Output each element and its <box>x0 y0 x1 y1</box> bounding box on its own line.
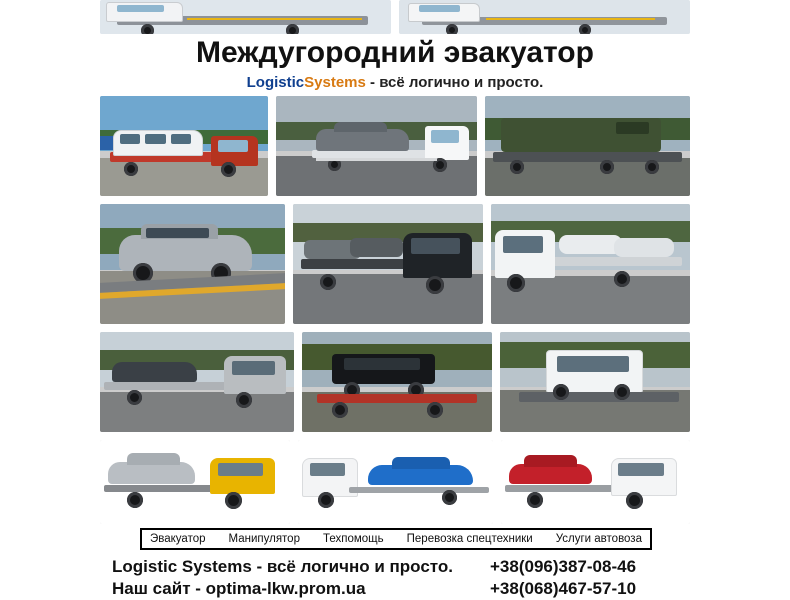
tag-item-tehpomosch: Техпомощь <box>322 533 384 545</box>
contact-block-right <box>490 556 790 600</box>
services-tag-bar <box>140 528 652 550</box>
contact-phone-1[interactable]: +38(096)387-08-46 <box>490 557 637 576</box>
photo-grey-hatchback-on-white-tow-truck <box>276 96 477 196</box>
page-title: Междугородний эвакуатор <box>196 36 594 69</box>
brand-tagline <box>0 74 790 91</box>
contact-block-left <box>112 556 512 600</box>
photo-white-minibus-on-red-tow-truck <box>100 96 268 196</box>
gallery-grid <box>100 96 690 532</box>
photo-blue-coupe-on-white-truck <box>298 440 493 524</box>
tag-item-manipulyator: Манипулятор <box>228 533 300 545</box>
contact-website[interactable]: Наш сайт - optima-lkw.prom.ua <box>112 579 366 598</box>
photo-dark-sedan-on-grey-truck <box>100 332 294 432</box>
tag-item-perevozka-spectehniki: Перевозка спецтехники <box>406 533 533 545</box>
photo-white-car-carrier-two-cars <box>491 204 690 324</box>
contact-phone-2[interactable]: +38(068)467-57-10 <box>490 579 637 598</box>
tag-item-uslugi-avtovoza: Услуги автовоза <box>555 533 642 545</box>
brand-systems: Systems <box>304 74 366 91</box>
brand-logistic: Logistic <box>246 74 305 91</box>
photo-white-gwagen-rear-on-flatbed <box>500 332 690 432</box>
photo-silver-suv-on-ramp <box>100 204 285 324</box>
contact-slogan: Logistic Systems - всё логично и просто. <box>112 557 453 576</box>
gallery-top-strip <box>100 0 690 34</box>
gallery-row-1 <box>100 96 690 196</box>
photo-tow-truck-white-left <box>100 0 391 34</box>
photo-red-car-on-white-truck <box>501 440 690 524</box>
gallery-row-3 <box>100 332 690 432</box>
photo-dark-van-car-carrier <box>293 204 483 324</box>
brand-slogan: - всё логично и просто. <box>365 74 544 91</box>
gallery-row-4 <box>100 440 690 524</box>
photo-tow-truck-white-right <box>399 0 690 34</box>
photo-black-gwagen-on-red-truck <box>302 332 492 432</box>
photo-military-truck-on-flatbed <box>485 96 690 196</box>
photo-silver-sedan-yellow-cab-truck <box>100 440 290 524</box>
gallery-row-2 <box>100 204 690 324</box>
tag-item-evakuator: Эвакуатор <box>150 533 206 545</box>
